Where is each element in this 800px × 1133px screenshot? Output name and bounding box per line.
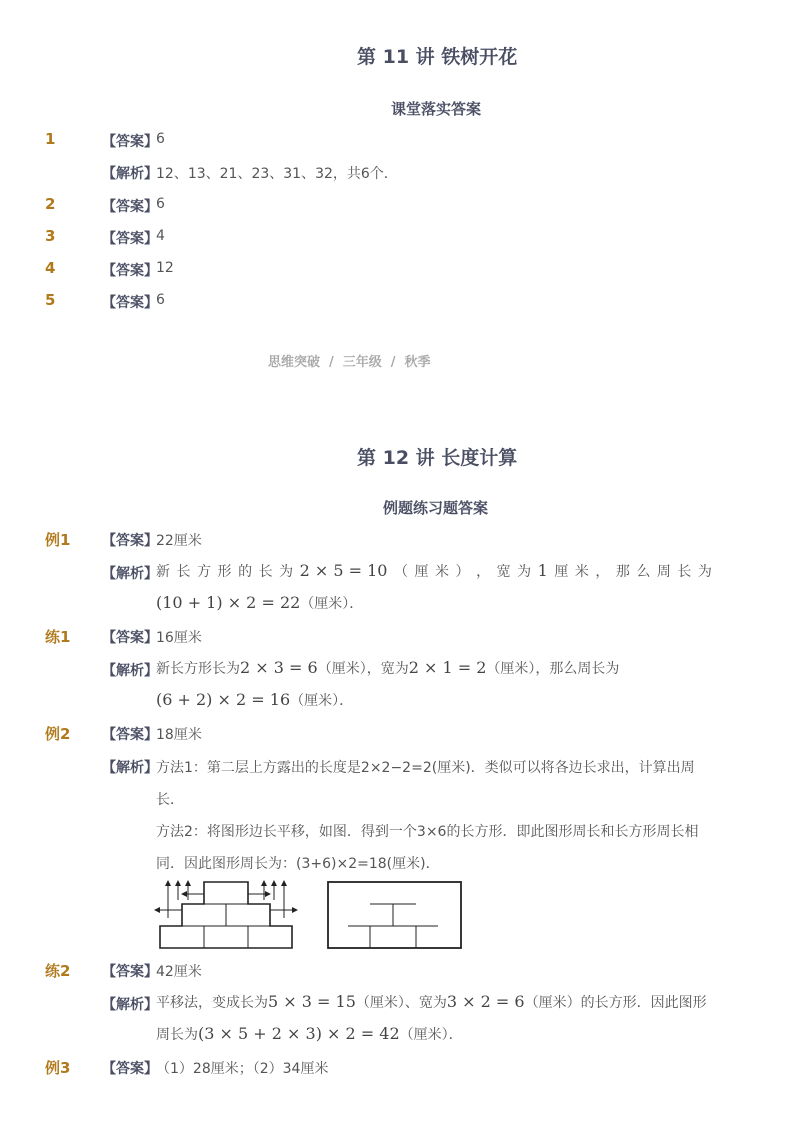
analysis-word: 米 [574, 564, 589, 580]
analysis-label: 【解析】 [102, 566, 158, 582]
analysis-word: 长 [677, 564, 692, 580]
analysis-word: 么 [636, 564, 651, 580]
method-1-line: 长． [156, 792, 184, 808]
analysis-label: 【解析】 [102, 663, 158, 679]
question-number: 1 [45, 130, 56, 148]
answer-label: 【答案】 [102, 727, 158, 743]
answer-text: 4 [156, 228, 165, 244]
question-number: 练2 [45, 962, 71, 980]
math-expression: (10 + 1) × 2 = 22 [156, 593, 301, 612]
method-2-line: 同．因此图形周长为：(3+6)×2=18(厘米)． [156, 856, 440, 872]
analysis-label: 【解析】 [102, 166, 158, 182]
analysis-word: 为 [697, 564, 712, 580]
method-1-line: 方法1：第二层上方露出的长度是2×2−2=2(厘米)．类似可以将各边长求出，计算出周 [156, 760, 695, 776]
answer-label: 【答案】 [102, 134, 158, 150]
analysis-text: 12、13、21、23、31、32，共6个． [156, 166, 398, 182]
answer-label: 【答案】 [102, 964, 158, 980]
analysis-line [156, 593, 363, 613]
answer-label: 【答案】 [102, 630, 158, 646]
analysis-line [156, 561, 712, 581]
question-number: 3 [45, 227, 56, 245]
analysis-text: （厘米）的长方形．因此图形 [524, 995, 707, 1011]
question-number: 例1 [45, 531, 71, 549]
analysis-text: 新长方形长为 [156, 661, 240, 677]
analysis-line [156, 992, 707, 1012]
analysis-text: （厘米）． [290, 693, 354, 709]
analysis-word: 为 [517, 564, 532, 580]
question-number: 例2 [45, 725, 71, 743]
analysis-text: （厘米）． [399, 1027, 463, 1043]
question-number: 练1 [45, 628, 71, 646]
lecture-11-title: 第 11 讲 铁树开花 [357, 46, 518, 68]
answer-text: 18厘米 [156, 727, 202, 743]
analysis-line [156, 690, 353, 710]
stepped-shape-figure [152, 878, 300, 952]
footer-separator: / [390, 355, 396, 370]
analysis-word: 厘 [414, 564, 429, 580]
analysis-text: （厘米）、宽为 [355, 995, 447, 1011]
analysis-word: 米 [435, 564, 450, 580]
answer-label: 【答案】 [102, 199, 158, 215]
analysis-line [156, 658, 619, 678]
question-number: 例3 [45, 1059, 71, 1077]
answer-label: 【答案】 [102, 295, 158, 311]
answer-label: 【答案】 [102, 231, 158, 247]
page-footer [268, 351, 431, 370]
analysis-label: 【解析】 [102, 760, 158, 776]
answer-label: 【答案】 [102, 1061, 158, 1077]
analysis-word: 新 [156, 564, 170, 580]
footer-series: 思维突破 [268, 355, 321, 370]
answer-text: 6 [156, 292, 165, 308]
analysis-word: 为 [279, 564, 294, 580]
math-expression: (6 + 2) × 2 = 16 [156, 690, 291, 709]
math-expression: 3 × 2 = 6 [446, 992, 525, 1011]
analysis-line [156, 1024, 463, 1044]
analysis-word: ， [595, 564, 610, 580]
math-expression: 5 × 3 = 15 [268, 992, 356, 1011]
analysis-text: （厘米）． [300, 596, 364, 612]
analysis-text: 平移法，变成长为 [156, 995, 268, 1011]
analysis-word: 形 [217, 564, 232, 580]
analysis-word: （ [394, 564, 408, 580]
answer-label: 【答案】 [102, 263, 158, 279]
rectangle-figure [326, 880, 464, 950]
analysis-word: 长 [176, 564, 191, 580]
answer-text: 22厘米 [156, 533, 202, 549]
lecture-12-subtitle: 例题练习题答案 [383, 499, 489, 517]
question-number: 4 [45, 259, 56, 277]
method-2-line: 方法2：将图形边长平移，如图．得到一个3×6的长方形．即此图形周长和长方形周长相 [156, 824, 699, 840]
answer-text: 12 [156, 260, 174, 276]
math-expression: (3 × 5 + 2 × 3) × 2 = 42 [198, 1024, 400, 1043]
footer-separator: / [329, 355, 334, 370]
analysis-text: （厘米），那么周长为 [486, 661, 620, 677]
math-expression: 1 [537, 561, 548, 580]
answer-text: 16厘米 [156, 630, 202, 646]
answer-text: 6 [156, 196, 165, 212]
analysis-word: 方 [197, 564, 212, 580]
footer-term: 秋季 [404, 355, 431, 370]
math-expression: 2 × 1 = 2 [408, 658, 487, 677]
math-expression: 2 × 5 = 10 [299, 561, 388, 580]
analysis-text: （厘米），宽为 [317, 661, 409, 677]
analysis-label: 【解析】 [102, 997, 158, 1013]
analysis-word: 的 [238, 564, 253, 580]
math-expression: 2 × 3 = 6 [240, 658, 318, 677]
lecture-12-title: 第 12 讲 长度计算 [357, 447, 518, 469]
analysis-word: ） [455, 564, 470, 580]
analysis-word: ， [476, 564, 491, 580]
answer-text: 42厘米 [156, 964, 202, 980]
question-number: 5 [45, 291, 56, 309]
answer-text: 6 [156, 131, 165, 147]
analysis-word: 那 [615, 564, 630, 580]
analysis-word: 厘 [554, 564, 569, 580]
answer-text: （1）28厘米；（2）34厘米 [156, 1061, 329, 1077]
answer-label: 【答案】 [102, 533, 158, 549]
analysis-word: 周 [656, 564, 671, 580]
question-number: 2 [45, 195, 56, 213]
footer-grade: 三年级 [342, 355, 382, 370]
lecture-11-subtitle: 课堂落实答案 [391, 100, 482, 118]
analysis-text: 周长为 [156, 1027, 198, 1043]
analysis-word: 宽 [496, 564, 511, 580]
analysis-word: 长 [258, 564, 273, 580]
